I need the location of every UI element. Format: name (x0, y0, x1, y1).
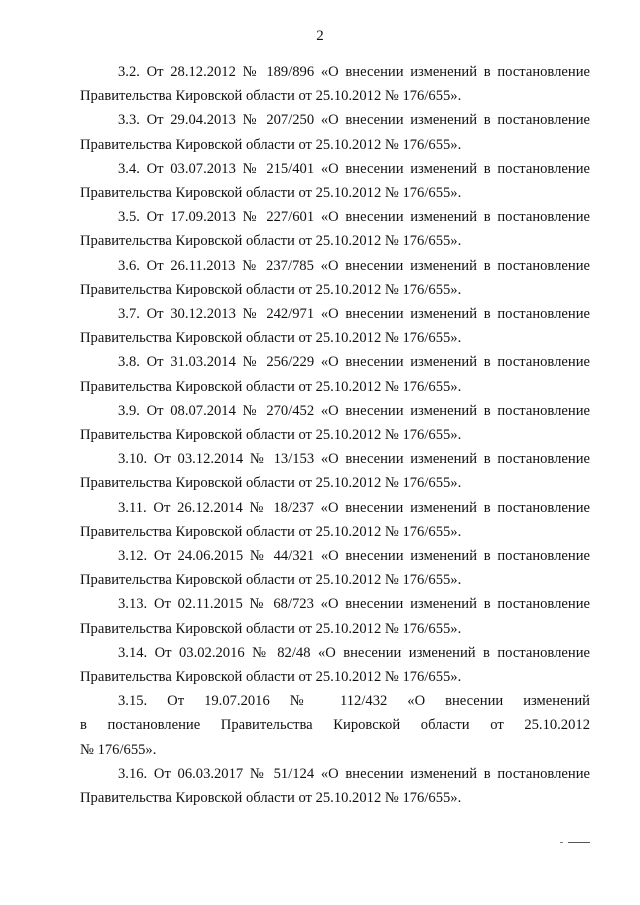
list-item-second-line: Правительства Кировской области от 25.10.2012 № 176/655». (80, 523, 462, 540)
list-item-3-15 (80, 689, 590, 762)
page-number: 2 (316, 28, 324, 44)
list-item-first-line: 3.9. От 08.07.2014 № 270/452 «О внесении изменений в постановление (118, 402, 590, 419)
list-item-first-line: 3.7. От 30.12.2013 № 242/971 «О внесении изменений в постановление (118, 306, 590, 323)
list-item-first-line: 3.5. От 17.09.2013 № 227/601 «О внесении изменений в постановление (118, 209, 590, 226)
list-item-3-10 (80, 447, 590, 495)
list-item-3-12 (80, 544, 590, 592)
list-item-second-line: Правительства Кировской области от 25.10.2012 № 176/655». (80, 281, 462, 298)
list-item-first-line: 3.4. От 03.07.2013 № 215/401 «О внесении изменений в постановление (118, 160, 590, 177)
list-item-second-line: в постановление Правительства Кировской области от 25.10.2012 (80, 717, 590, 734)
scan-mark-line (568, 842, 590, 843)
list-item-third-line: № 176/655». (80, 741, 157, 758)
list-item-first-line: 3.16. От 06.03.2017 № 51/124 «О внесении изменений в постановление (118, 765, 590, 782)
list-item-second-line: Правительства Кировской области от 25.10.2012 № 176/655». (80, 475, 462, 492)
list-item-second-line: Правительства Кировской области от 25.10.2012 № 176/655». (80, 669, 462, 686)
list-item-first-line: 3.12. От 24.06.2015 № 44/321 «О внесении изменений в постановление (118, 548, 590, 565)
list-item-second-line: Правительства Кировской области от 25.10.2012 № 176/655». (80, 572, 462, 589)
list-item-first-line: 3.10. От 03.12.2014 № 13/153 «О внесении изменений в постановление (118, 451, 590, 468)
list-item-second-line: Правительства Кировской области от 25.10.2012 № 176/655». (80, 233, 462, 250)
list-item-first-line: 3.2. От 28.12.2012 № 189/896 «О внесении изменений в постановление (118, 64, 590, 80)
scan-mark-dot (560, 842, 563, 843)
list-item-3-7 (80, 302, 590, 350)
list-item-first-line: 3.14. От 03.02.2016 № 82/48 «О внесении изменений в постановление (118, 644, 590, 661)
list-item-first-line: 3.6. От 26.11.2013 № 237/785 «О внесении изменений в постановление (118, 257, 590, 274)
list-item-first-line: 3.8. От 31.03.2014 № 256/229 «О внесении изменений в постановление (118, 354, 590, 371)
list-item-first-line: 3.15. От 19.07.2016 № 112/432 «О внесении изменений (118, 693, 590, 710)
list-item-3-8 (80, 350, 590, 398)
list-item-3-11 (80, 496, 590, 544)
list-item-second-line: Правительства Кировской области от 25.10.2012 № 176/655». (80, 620, 462, 637)
list-item-3-13 (80, 592, 590, 640)
list-item-3-14 (80, 641, 590, 689)
list-item-3-5 (80, 205, 590, 253)
list-item-3-9 (80, 399, 590, 447)
list-item-second-line: Правительства Кировской области от 25.10.2012 № 176/655». (80, 427, 462, 444)
list-item-second-line: Правительства Кировской области от 25.10.2012 № 176/655». (80, 185, 462, 202)
list-item-second-line: Правительства Кировской области от 25.10.2012 № 176/655». (80, 378, 462, 395)
list-item-first-line: 3.13. От 02.11.2015 № 68/723 «О внесении изменений в постановление (118, 596, 590, 613)
list-item-3-2 (80, 60, 590, 108)
list-item-3-6 (80, 254, 590, 302)
document-body (80, 60, 590, 810)
list-item-second-line: Правительства Кировской области от 25.10.2012 № 176/655». (80, 136, 462, 153)
list-item-second-line: Правительства Кировской области от 25.10.2012 № 176/655». (80, 88, 462, 105)
list-item-3-4 (80, 157, 590, 205)
list-item-3-16 (80, 762, 590, 810)
list-item-first-line: 3.3. От 29.04.2013 № 207/250 «О внесении изменений в постановление (118, 112, 590, 129)
list-item-second-line: Правительства Кировской области от 25.10.2012 № 176/655». (80, 330, 462, 347)
list-item-3-3 (80, 108, 590, 156)
list-item-second-line: Правительства Кировской области от 25.10.2012 № 176/655». (80, 790, 462, 807)
list-item-first-line: 3.11. От 26.12.2014 № 18/237 «О внесении изменений в постановление (118, 499, 590, 516)
